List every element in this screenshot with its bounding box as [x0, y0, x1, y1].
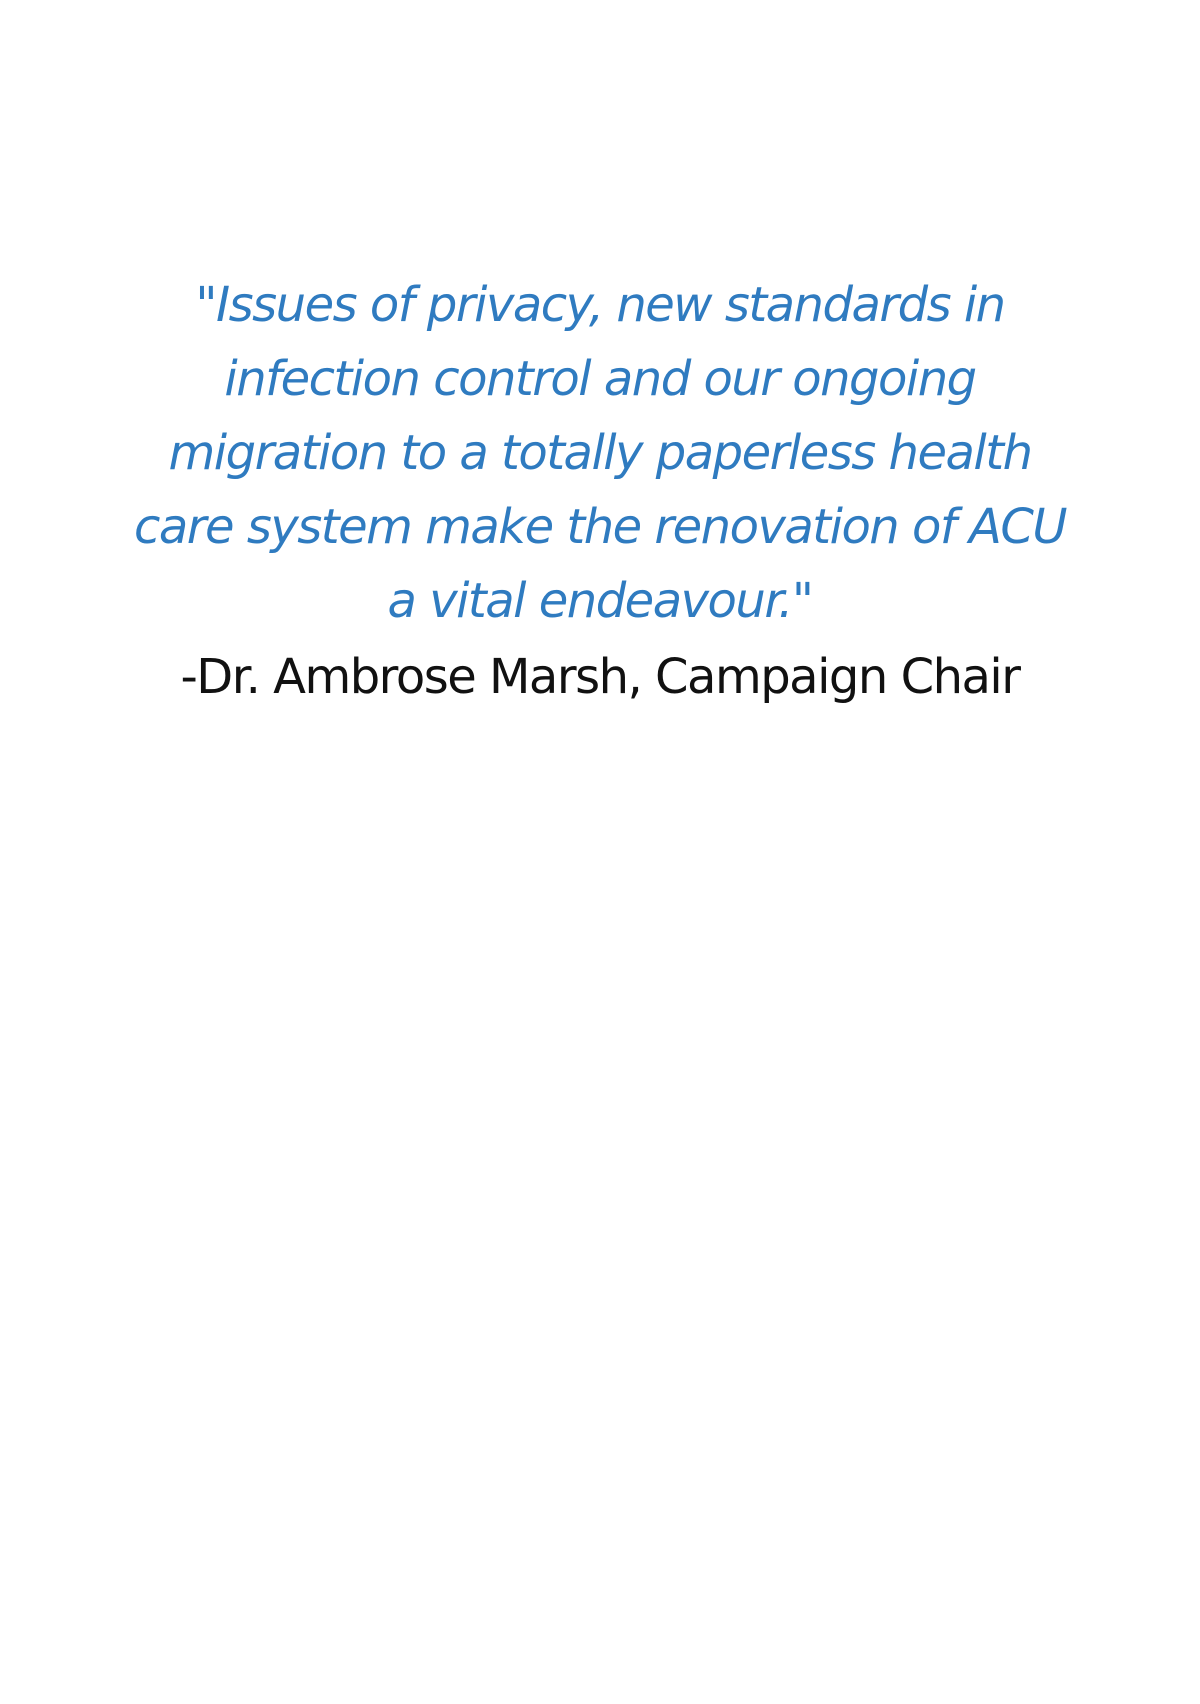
quote-line-4: care system make the renovation of ACU	[134, 499, 1066, 555]
pull-quote	[100, 268, 1100, 714]
quote-line-1: "Issues of privacy, new standards in	[195, 277, 1005, 333]
quote-attribution: -Dr. Ambrose Marsh, Campaign Chair	[180, 649, 1020, 705]
quote-line-5: a vital endeavour."	[387, 573, 813, 629]
quote-line-3: migration to a totally paperless health	[168, 425, 1032, 481]
quote-line-2: infection control and our ongoing	[224, 351, 976, 407]
